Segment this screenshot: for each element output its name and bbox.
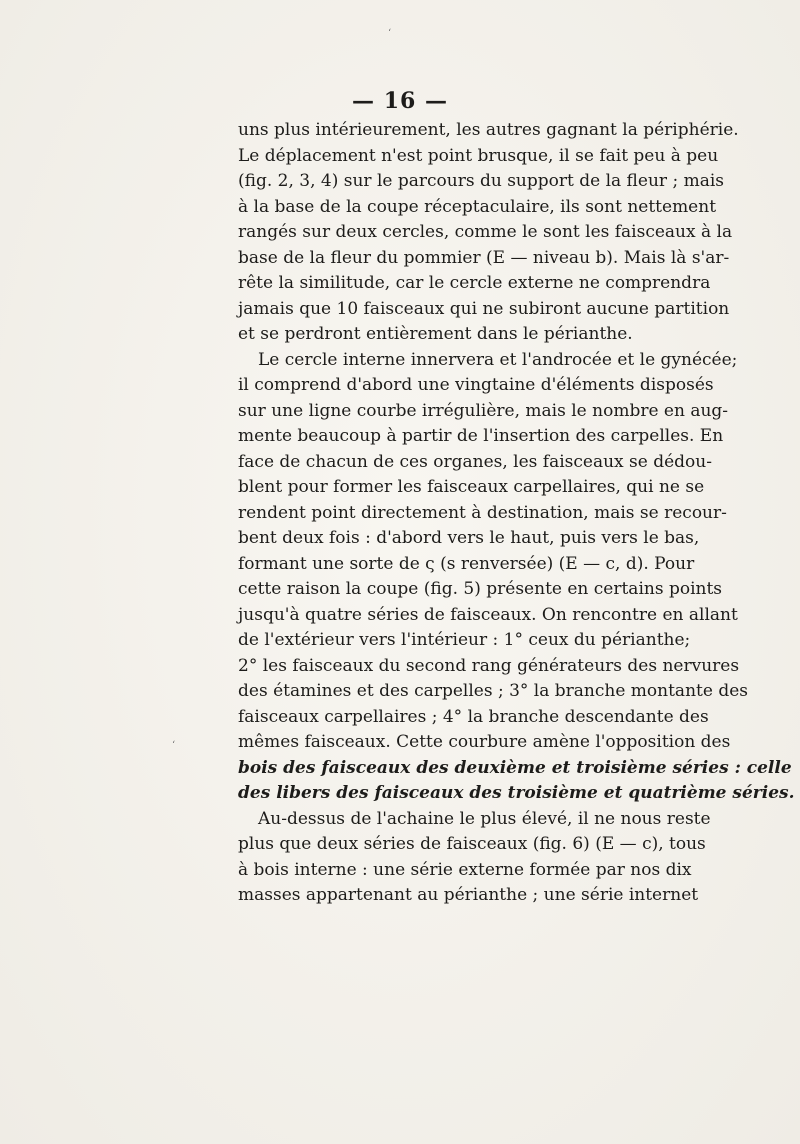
text-line: jamais que 10 faisceaux qui ne subiront aucune partition: [238, 298, 730, 319]
text-line: (fig. 2, 3, 4) sur le parcours du support de la fleur ; mais: [238, 171, 724, 191]
text-line: sur une ligne courbe irrégulière, mais le nombre en aug-: [238, 400, 729, 421]
text-line: rête la similitude, car le cercle externe ne comprendra: [238, 273, 711, 293]
text-line: et se perdront entièrement dans le périanthe.: [238, 324, 633, 344]
text-line: plus que deux séries de faisceaux (fig. 6) (E — c), tous: [238, 834, 706, 854]
text-line: formant une sorte de ς (s renversée) (E — c, d). Pour: [238, 553, 695, 574]
text-line: des étamines et des carpelles ; 3° la branche montante des: [238, 681, 748, 701]
stray-ink-mark: ‘: [388, 28, 392, 39]
text-line: face de chacun de ces organes, les faisceaux se dédou-: [238, 451, 712, 472]
body-text: [238, 118, 795, 909]
text-line: base de la fleur du pommier (E — niveau b). Mais là s'ar-: [238, 247, 730, 268]
text-line: mente beaucoup à partir de l'insertion des carpelles. En: [238, 426, 724, 446]
stray-ink-mark: ‘: [172, 740, 176, 751]
text-line: blent pour former les faisceaux carpellaires, qui ne se: [238, 477, 705, 497]
text-line: Le cercle interne innervera et l'androcée et le gynécée;: [258, 349, 738, 370]
text-line: à bois interne : une série externe formée par nos dix: [238, 859, 692, 880]
text-line: des libers des faisceaux des troisième et quatrième séries.: [238, 783, 795, 803]
text-line: il comprend d'abord une vingtaine d'éléments disposés: [238, 375, 714, 395]
text-line: jusqu'à quatre séries de faisceaux. On rencontre en allant: [238, 604, 738, 625]
text-line: bent deux fois : d'abord vers le haut, puis vers le bas,: [238, 528, 700, 548]
text-line: bois des faisceaux des deuxième et troisième séries : celle: [238, 757, 792, 778]
text-line: Au-dessus de l'achaine le plus élevé, il ne nous reste: [258, 808, 711, 829]
text-line: Le déplacement n'est point brusque, il se fait peu à peu: [238, 145, 719, 166]
page-number: — 16 —: [352, 88, 448, 114]
text-line: uns plus intérieurement, les autres gagnant la périphérie.: [238, 120, 739, 140]
text-line: masses appartenant au périanthe ; une série internet: [238, 885, 699, 905]
text-line: mêmes faisceaux. Cette courbure amène l'opposition des: [238, 732, 731, 752]
text-line: de l'extérieur vers l'intérieur : 1° ceux du périanthe;: [238, 630, 691, 650]
text-line: cette raison la coupe (fig. 5) présente en certains points: [238, 579, 723, 599]
text-line: rangés sur deux cercles, comme le sont les faisceaux à la: [238, 222, 733, 242]
text-line: faisceaux carpellaires ; 4° la branche descendante des: [238, 706, 709, 727]
text-line: 2° les faisceaux du second rang générateurs des nervures: [238, 655, 740, 676]
text-line: à la base de la coupe réceptaculaire, ils sont nettement: [238, 196, 717, 217]
text-line: rendent point directement à destination, mais se recour-: [238, 502, 727, 523]
